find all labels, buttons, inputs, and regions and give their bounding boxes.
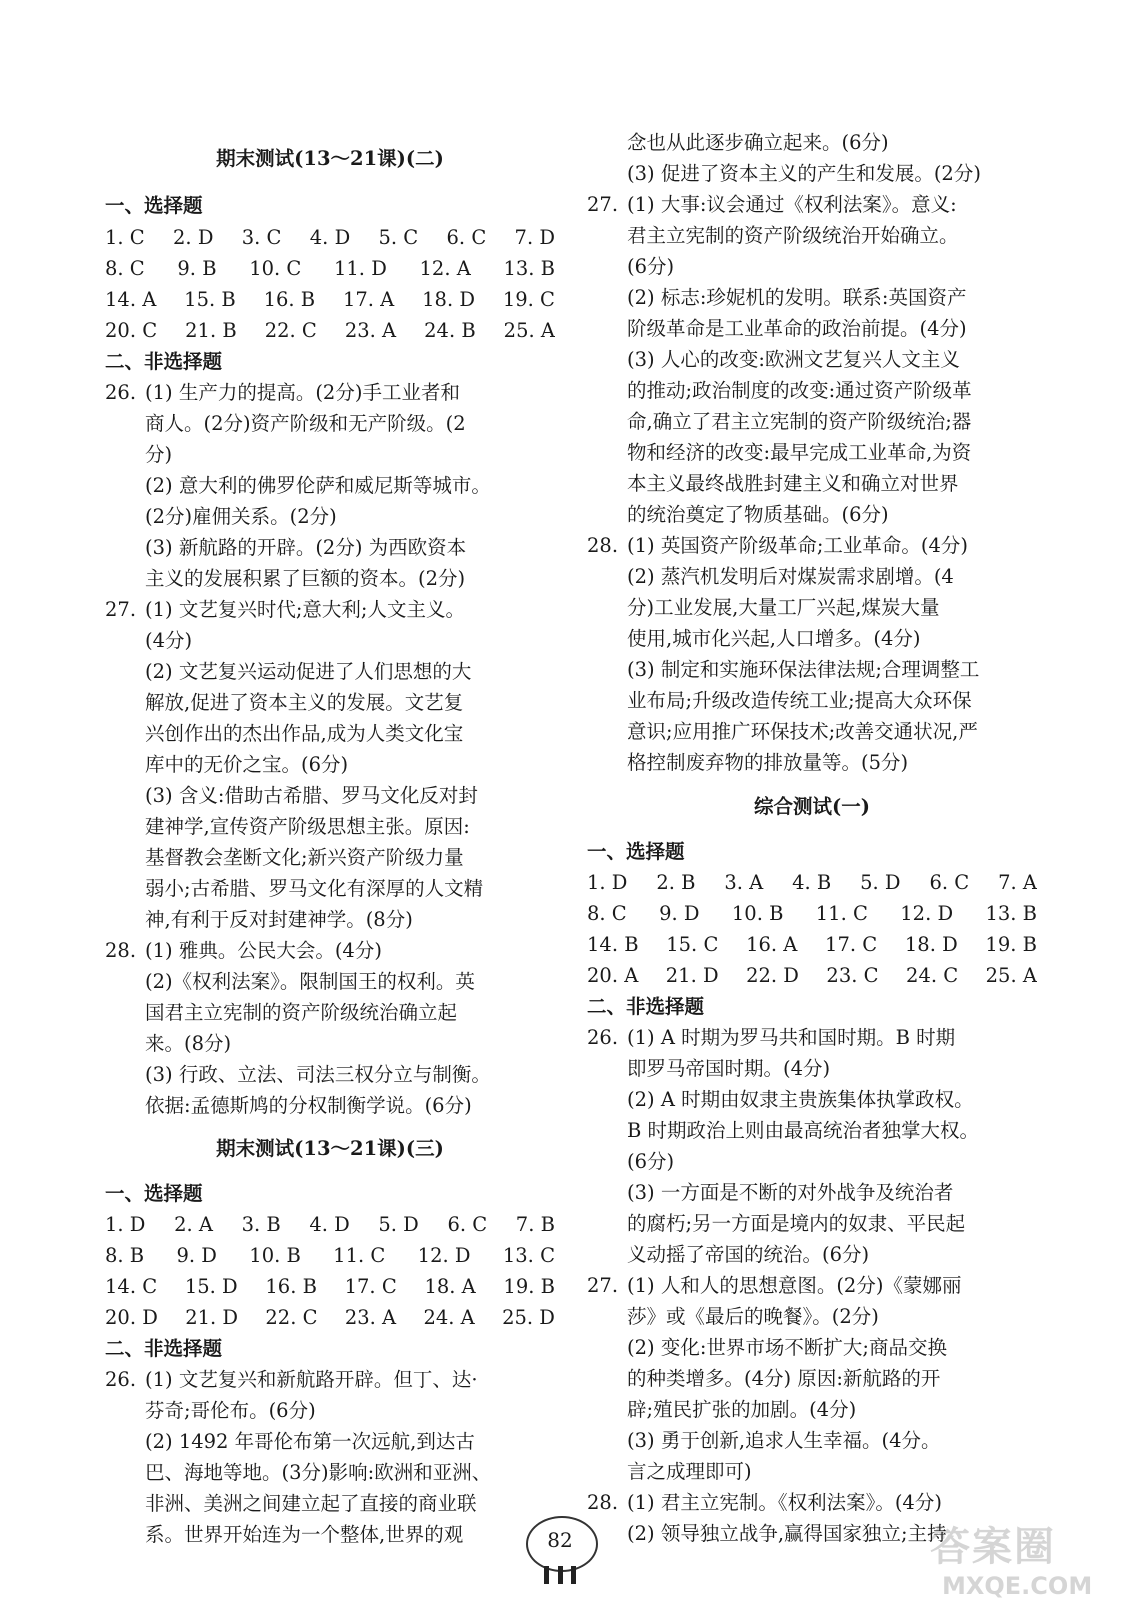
exam3-mc-row bbox=[105, 1240, 555, 1271]
answer-line: 巴、海地等地。(3分)影响:欧洲和亚洲、 bbox=[145, 1461, 492, 1484]
answer-line: 言之成理即可) bbox=[627, 1460, 752, 1483]
exam3-mc-row bbox=[105, 1302, 555, 1333]
answer: 11. C bbox=[333, 1244, 386, 1267]
watermark-text: 答案圈 bbox=[930, 1523, 1056, 1570]
answer: 8. B bbox=[105, 1244, 145, 1267]
answer-line: (2) 意大利的佛罗伦萨和威尼斯等城市。 bbox=[145, 474, 491, 497]
answer: 25. A bbox=[985, 964, 1037, 987]
answer: 15. D bbox=[184, 1275, 238, 1298]
answer: 20. A bbox=[587, 964, 639, 987]
answer-line: 国君主立宪制的资产阶级统治确立起 bbox=[145, 1001, 458, 1024]
answer-line: 莎》或《最后的晚餐》。(2分) bbox=[627, 1305, 879, 1328]
answer: 1. C bbox=[105, 226, 145, 249]
answer-line: 格控制废弃物的排放量等。(5分) bbox=[627, 751, 909, 774]
exam3-nonmc-heading: 二、非选择题 bbox=[105, 1337, 223, 1360]
answer-line: 意识;应用推广环保技术;改善交通状况,严 bbox=[627, 720, 978, 743]
answer-line: 基督教会垄断文化;新兴资产阶级力量 bbox=[145, 846, 464, 869]
answer: 8. C bbox=[587, 902, 627, 925]
answer: 16. B bbox=[263, 288, 316, 311]
answer: 22. D bbox=[746, 964, 799, 987]
answer: 2. B bbox=[656, 871, 696, 894]
answer: 20. C bbox=[105, 319, 158, 342]
answer-line: 商人。(2分)资产阶级和无产阶级。(2 bbox=[145, 412, 466, 435]
answer: 12. D bbox=[900, 902, 954, 925]
answer-line: (4分) bbox=[145, 629, 193, 652]
answer: 22. C bbox=[265, 1306, 318, 1329]
answer-line: 念也从此逐步确立起来。(6分) bbox=[627, 131, 889, 154]
answer: 14. B bbox=[587, 933, 639, 956]
answer: 21. D bbox=[185, 1306, 239, 1329]
comp1-mc-heading: 一、选择题 bbox=[587, 840, 685, 863]
answer-line: 业布局;升级改造传统工业;提高大众环保 bbox=[627, 689, 972, 712]
answer-line: (2) 蒸汽机发明后对煤炭需求剧增。(4 bbox=[627, 565, 954, 588]
answer: 22. C bbox=[264, 319, 317, 342]
answer: 17. C bbox=[344, 1275, 397, 1298]
answer: 7. D bbox=[514, 226, 555, 249]
answer-line: 库中的无价之宝。(6分) bbox=[145, 753, 349, 776]
comp1-mc-row bbox=[587, 929, 1037, 960]
page-number-stems-icon bbox=[544, 1566, 576, 1586]
exam2-mc-row bbox=[105, 284, 555, 315]
answer: 9. D bbox=[176, 1244, 217, 1267]
answer: 10. B bbox=[249, 1244, 301, 1267]
answer-line: 兴创作出的杰出作品,成为人类文化宝 bbox=[145, 722, 464, 745]
answer: 18. D bbox=[904, 933, 958, 956]
answer-line: (1) 大事:议会通过《权利法案》。意义: bbox=[627, 193, 957, 216]
watermark-logo bbox=[930, 1515, 1130, 1600]
answer-line: (6分) bbox=[627, 1150, 675, 1173]
answer-line: 分) bbox=[145, 443, 173, 466]
answer-line: 来。(8分) bbox=[145, 1032, 232, 1055]
answer: 5. D bbox=[378, 1213, 419, 1236]
answer-line: (1) 文艺复兴和新航路开辟。但丁、达· bbox=[145, 1368, 478, 1391]
answer: 7. A bbox=[998, 871, 1037, 894]
answer-line: 本主义最终战胜封建主义和确立对世界 bbox=[627, 472, 959, 495]
answer-line: 弱小;古希腊、罗马文化有深厚的人文精 bbox=[145, 877, 484, 900]
page-number-badge bbox=[520, 1510, 600, 1574]
answer: 21. D bbox=[665, 964, 719, 987]
answer: 13. B bbox=[503, 257, 555, 280]
answer: 13. B bbox=[985, 902, 1037, 925]
answer-line: 君主立宪制的资产阶级统治开始确立。 bbox=[627, 224, 959, 247]
answer: 24. A bbox=[423, 1306, 475, 1329]
answer-line: (2) 文艺复兴运动促进了人们思想的大 bbox=[145, 660, 472, 683]
answer-line: (1) 文艺复兴时代;意大利;人文主义。 bbox=[145, 598, 465, 621]
answer-line: (3) 含义:借助古希腊、罗马文化反对封 bbox=[145, 784, 478, 807]
answer-line: 系。世界开始连为一个整体,世界的观 bbox=[145, 1523, 464, 1546]
page-number: 82 bbox=[547, 1528, 573, 1552]
answer: 11. D bbox=[333, 257, 387, 280]
answer-line: 使用,城市化兴起,人口增多。(4分) bbox=[627, 627, 921, 650]
answer-line: 非洲、美洲之间建立起了直接的商业联 bbox=[145, 1492, 477, 1515]
answer: 16. B bbox=[265, 1275, 317, 1298]
answer: 6. C bbox=[446, 226, 487, 249]
answer-line: (1) 人和人的思想意图。(2分)《蒙娜丽 bbox=[627, 1274, 962, 1297]
exam3-mc-row bbox=[105, 1209, 555, 1240]
answer: 2. A bbox=[174, 1213, 213, 1236]
answer: 14. A bbox=[105, 288, 157, 311]
answer: 1. D bbox=[105, 1213, 146, 1236]
answer-line: (1) 生产力的提高。(2分)手工业者和 bbox=[145, 381, 460, 404]
comp1-mc-row bbox=[587, 867, 1037, 898]
answer-line: 依据:孟德斯鸠的分权制衡学说。(6分) bbox=[145, 1094, 472, 1117]
comp1-mc-row bbox=[587, 960, 1037, 991]
answer: 25. D bbox=[502, 1306, 555, 1329]
answer: 23. A bbox=[344, 319, 397, 342]
answer-line: 主义的发展积累了巨额的资本。(2分) bbox=[145, 567, 466, 590]
answer-line: (3) 人心的改变:欧洲文艺复兴人文主义 bbox=[627, 348, 960, 371]
answer-line: 的腐朽;另一方面是境内的奴隶、平民起 bbox=[627, 1212, 966, 1235]
answer-line: 芬奇;哥伦布。(6分) bbox=[145, 1399, 316, 1422]
answer: 23. C bbox=[826, 964, 879, 987]
exam3-mc-heading: 一、选择题 bbox=[105, 1182, 203, 1205]
exam2-mc-heading: 一、选择题 bbox=[105, 194, 203, 217]
answer: 17. C bbox=[825, 933, 878, 956]
answer: 8. C bbox=[105, 257, 145, 280]
answer-line: (3) 促进了资本主义的产生和发展。(2分) bbox=[627, 162, 981, 185]
answer-line: (3) 行政、立法、司法三权分立与制衡。 bbox=[145, 1063, 491, 1086]
answer-line: 解放,促进了资本主义的发展。文艺复 bbox=[145, 691, 464, 714]
answer-line: 物和经济的改变:最早完成工业革命,为资 bbox=[627, 441, 972, 464]
answer-line: (1) 雅典。公民大会。(4分) bbox=[145, 939, 382, 962]
answer-line: (2) 1492 年哥伦布第一次远航,到达古 bbox=[145, 1430, 475, 1453]
answer: 15. B bbox=[184, 288, 236, 311]
answer-line: 的统治奠定了物质基础。(6分) bbox=[627, 503, 889, 526]
question-number: 27. bbox=[105, 598, 137, 621]
answer-line: (3) 制定和实施环保法律法规;合理调整工 bbox=[627, 658, 980, 681]
answer: 11. C bbox=[815, 902, 868, 925]
question-number: 26. bbox=[105, 1368, 137, 1391]
exam3-title: 期末测试(13～21课)(三) bbox=[216, 1137, 444, 1160]
exam2-mc-row bbox=[105, 222, 555, 253]
question-number: 26. bbox=[587, 1026, 619, 1049]
exam3-mc-row bbox=[105, 1271, 555, 1302]
answer-line: (6分) bbox=[627, 255, 675, 278]
answer: 23. A bbox=[344, 1306, 397, 1329]
answer: 3. C bbox=[241, 226, 282, 249]
answer: 19. B bbox=[985, 933, 1037, 956]
answer-line: 分)工业发展,大量工厂兴起,煤炭大量 bbox=[627, 596, 940, 619]
answer: 9. D bbox=[659, 902, 700, 925]
answer-line: 命,确立了君主立宪制的资产阶级统治;器 bbox=[627, 410, 972, 433]
answer: 3. A bbox=[724, 871, 764, 894]
answer: 4. D bbox=[309, 226, 351, 249]
answer: 5. D bbox=[860, 871, 901, 894]
answer: 6. C bbox=[447, 1213, 488, 1236]
answer: 7. B bbox=[515, 1213, 555, 1236]
answer-line: (3) 勇于创新,追求人生幸福。(4分。 bbox=[627, 1429, 941, 1452]
answer: 9. B bbox=[177, 257, 217, 280]
answer-line: 辟;殖民扩张的加剧。(4分) bbox=[627, 1398, 857, 1421]
exam2-title: 期末测试(13～21课)(二) bbox=[216, 147, 444, 170]
answer-line: (2) A 时期由奴隶主贵族集体执掌政权。 bbox=[627, 1088, 974, 1111]
question-number: 27. bbox=[587, 193, 619, 216]
answer: 19. C bbox=[502, 288, 555, 311]
answer-line: (3) 新航路的开辟。(2分) 为西欧资本 bbox=[145, 536, 467, 559]
question-number: 28. bbox=[587, 1491, 619, 1514]
answer: 21. B bbox=[185, 319, 237, 342]
answer: 2. D bbox=[173, 226, 214, 249]
answer: 14. C bbox=[105, 1275, 158, 1298]
answer: 20. D bbox=[105, 1306, 158, 1329]
answer: 5. C bbox=[378, 226, 419, 249]
answer-line: 义动摇了帝国的统治。(6分) bbox=[627, 1243, 870, 1266]
answer-line: (1) A 时期为罗马共和国时期。B 时期 bbox=[627, 1026, 956, 1049]
answer: 18. A bbox=[424, 1275, 476, 1298]
question-number: 26. bbox=[105, 381, 137, 404]
answer: 10. B bbox=[731, 902, 784, 925]
exam2-nonmc-heading: 二、非选择题 bbox=[105, 350, 223, 373]
answer-line: (3) 一方面是不断的对外战争及统治者 bbox=[627, 1181, 954, 1204]
answer: 25. A bbox=[503, 319, 555, 342]
comp1-title: 综合测试(一) bbox=[754, 795, 870, 818]
answer: 12. D bbox=[417, 1244, 471, 1267]
answer: 24. B bbox=[424, 319, 476, 342]
question-number: 28. bbox=[105, 939, 137, 962]
answer: 4. D bbox=[309, 1213, 350, 1236]
answer: 19. B bbox=[503, 1275, 555, 1298]
answer: 6. C bbox=[929, 871, 970, 894]
question-number: 27. bbox=[587, 1274, 619, 1297]
exam2-mc-row bbox=[105, 315, 555, 346]
watermark-url: MXQE.COM bbox=[942, 1572, 1093, 1600]
answer-line: 建神学,宣传资产阶级思想主张。原因: bbox=[145, 815, 470, 838]
answer: 3. B bbox=[241, 1213, 281, 1236]
answer-line: 的种类增多。(4分) 原因:新航路的开 bbox=[627, 1367, 941, 1390]
answer-line: 神,有利于反对封建神学。(8分) bbox=[145, 908, 413, 931]
answer: 15. C bbox=[666, 933, 719, 956]
question-number: 28. bbox=[587, 534, 619, 557]
answer-line: (2) 变化:世界市场不断扩大;商品交换 bbox=[627, 1336, 947, 1359]
comp1-nonmc-heading: 二、非选择题 bbox=[587, 995, 705, 1018]
exam2-mc-row bbox=[105, 253, 555, 284]
answer-line: (2分)雇佣关系。(2分) bbox=[145, 505, 337, 528]
answer-line: (1) 英国资产阶级革命;工业革命。(4分) bbox=[627, 534, 969, 557]
comp1-mc-row bbox=[587, 898, 1037, 929]
answer-line: (2)《权利法案》。限制国王的权利。英 bbox=[145, 970, 475, 993]
answer-line: 的推动;政治制度的改变:通过资产阶级革 bbox=[627, 379, 972, 402]
answer: 1. D bbox=[587, 871, 628, 894]
answer: 13. C bbox=[502, 1244, 555, 1267]
answer: 10. C bbox=[249, 257, 302, 280]
answer-line: (2) 领导独立战争,赢得国家独立;主持 bbox=[627, 1522, 947, 1545]
answer: 4. B bbox=[792, 871, 832, 894]
answer: 16. A bbox=[746, 933, 798, 956]
answer: 18. D bbox=[422, 288, 475, 311]
answer-line: 即罗马帝国时期。(4分) bbox=[627, 1057, 831, 1080]
answer: 17. A bbox=[342, 288, 395, 311]
answer-line: (2) 标志:珍妮机的发明。联系:英国资产 bbox=[627, 286, 967, 309]
answer-line: 阶级革命是工业革命的政治前提。(4分) bbox=[627, 317, 967, 340]
answer-line: (1) 君主立宪制。《权利法案》。(4分) bbox=[627, 1491, 942, 1514]
answer: 24. C bbox=[906, 964, 959, 987]
answer: 12. A bbox=[419, 257, 471, 280]
answer-line: B 时期政治上则由最高统治者独掌大权。 bbox=[627, 1119, 980, 1142]
